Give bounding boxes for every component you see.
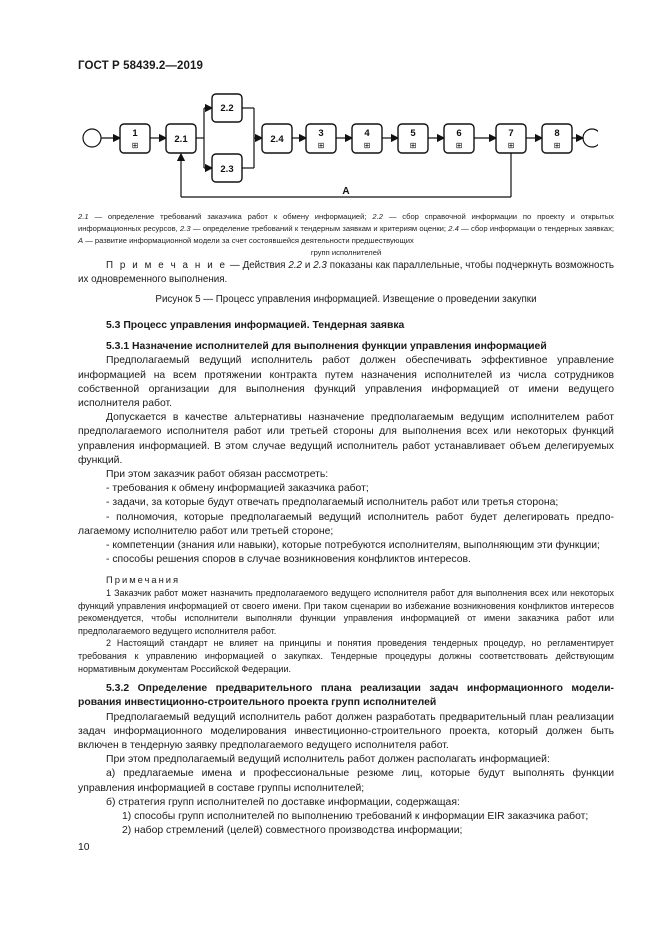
paragraph: Допускается в качестве альтернативы назначение предполагаемым ведущим исполнителем работ предполагаемого исполнителя работ или третьей стороны для выполнения всех или некоторых функций управления информацией. В этом случае ведущий исполнитель работ устанавливает объем делегируемых функций. — [78, 412, 614, 466]
node-label-6: 6 — [456, 128, 462, 139]
list-item: - способы решения споров в случае возникновения конфликтов интересов. — [106, 554, 471, 566]
subprocess-icon: ⊞ — [507, 141, 515, 150]
process-flow-diagram — [78, 88, 598, 206]
section-heading-5-3: 5.3 Процесс управления информацией. Тендерная заявка — [106, 320, 405, 331]
figure-caption: Рисунок 5 — Процесс управления информацией. Извещение о проведении закупки — [155, 294, 537, 305]
node-label-2-2: 2.2 — [220, 103, 234, 114]
list-item: - задачи, за которые будут отвечать предполагаемый исполнитель работ или третья сторона; — [106, 497, 559, 509]
subprocess-icon: ⊞ — [409, 141, 417, 150]
subprocess-icon: ⊞ — [317, 141, 325, 150]
legend-tail: групп исполнителей — [310, 248, 382, 257]
list-item: 2) набор стремлений (целей) совместного производства информации; — [122, 825, 463, 837]
node-label-3: 3 — [318, 128, 324, 139]
list-item: 1) способы групп исполнителей по выполнению требований к информации EIR заказчика работ; — [122, 811, 589, 823]
list-item: - требования к обмену информацией заказчика работ; — [106, 483, 369, 495]
paragraph: При этом предполагаемый ведущий исполнитель работ должен располагать информацией: — [106, 754, 550, 766]
subsection-heading-5-3-2: 5.3.2 Определение предварительного плана реализации задач информационного моделирования инвестиционно-строительного проекта групп исполнителей — [78, 683, 614, 709]
page-number: 10 — [78, 842, 90, 853]
node-label-2-3: 2.3 — [220, 164, 234, 175]
node-label-8: 8 — [554, 128, 560, 139]
list-item: б) стратегия групп исполнителей по доставке информации, содержащая: — [106, 796, 460, 808]
notes-title: Примечания — [106, 574, 181, 586]
node-label-4: 4 — [364, 128, 370, 139]
note-item: 2 Настоящий стандарт не влияет на принципы и понятия проведения тендерных процедур, но регламентирует требования к управлению информацией о закупках. Тендерные процедуры должны соответствовать действующим нормативным документам Российской Федерации. — [78, 638, 614, 674]
node-label-2-4: 2.4 — [270, 134, 284, 145]
section-body — [78, 319, 614, 838]
list-item: - полномочия, которые предполагаемый ведущий исполнитель работ будет делегировать предполагаемому исполнителю работ или третьей стороне; — [78, 511, 614, 537]
paragraph: Предполагаемый ведущий исполнитель работ должен обеспечивать эффективное управление информацией на всем протяжении контракта путем назначения исполнителей из числа сотрудников собственной организации для выполнения функций управления информацией от имени ведущего исполнителя работ. — [78, 355, 614, 410]
end-node — [583, 129, 598, 147]
subprocess-icon: ⊞ — [455, 141, 463, 150]
subprocess-icon: ⊞ — [553, 141, 561, 150]
subprocess-icon: ⊞ — [131, 141, 139, 150]
node-label-5: 5 — [410, 128, 416, 139]
document-header: ГОСТ Р 58439.2—2019 — [78, 60, 203, 72]
paragraph: При этом заказчик работ обязан рассмотреть: — [106, 469, 329, 481]
node-label-1: 1 — [132, 128, 138, 139]
node-label-7: 7 — [508, 128, 514, 139]
list-item: - компетенции (знания или навыки), которые потребуются исполнителям, выполняющим эти функции; — [106, 540, 600, 552]
legend-key: 2.1 — [78, 212, 89, 221]
list-item: а) предлагаемые имена и профессиональные резюме лиц, которые будут выполнять функции управления информацией в составе группы исполнителей; — [78, 768, 614, 794]
subsection-heading-5-3-1: 5.3.1 Назначение исполнителей для выполнения функции управления информацией — [106, 341, 547, 353]
feedback-label-a: А — [342, 186, 350, 197]
note-item: 1 Заказчик работ может назначить предполагаемого ведущего исполнителя работ для выполнения всех или некоторых функций управления информацией от своего имени. При таком сценарии во избежание возникновения конфликтов интересов рекомендуется, чтобы исполнители выполняли функции управления информацией от имени заказчика работ или предполагаемого ведущего исполнителя работ. — [78, 588, 614, 636]
paragraph: Предполагаемый ведущий исполнитель работ должен разработать предварительный план реализации задач информационного моделирования инвестиционно-строительного проекта, который должен быть включен в тендерную заявку предполагаемого ведущего исполнителя работ. — [78, 711, 614, 752]
start-node — [83, 129, 101, 147]
subprocess-icon: ⊞ — [363, 141, 371, 150]
figure-note: П р и м е ч а н и е — Действия 2.2 и 2.3 показаны как параллельные, чтобы подчеркнуть возможность их одновременного выполнения. — [78, 260, 614, 285]
diagram-legend: 2.1 — определение требований заказчика работ к обмену информацией; 2.2 — сбор справочной информации по проекту и открытых информационных ресурсов, 2.3 — определение требований к тендерным заявкам и критериям оценки; 2.4 — сбор информации о тендерных заявках; А — развитие информационной модели за счет состоявшейся деятельности предшествующих групп исполнителей — [78, 212, 614, 257]
node-label-2-1: 2.1 — [174, 134, 188, 145]
